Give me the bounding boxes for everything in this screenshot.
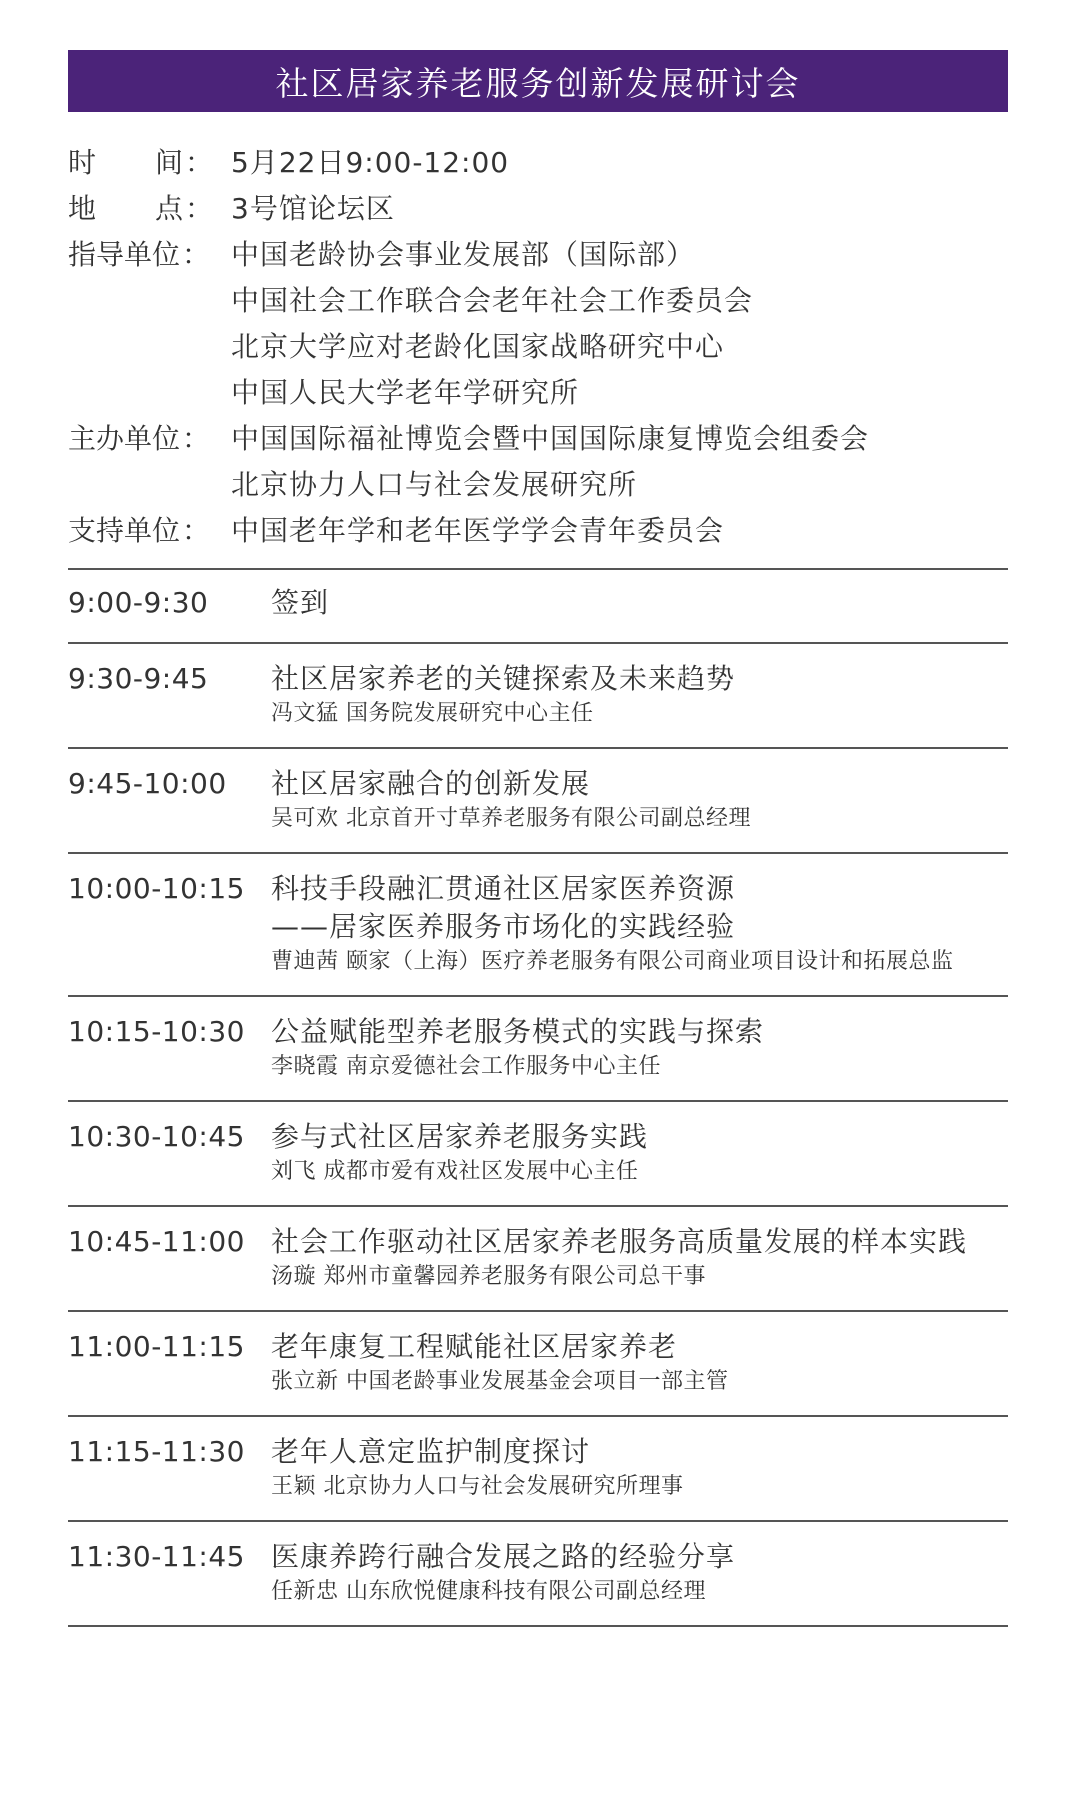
time-value: 5月22日9:00-12:00	[231, 146, 510, 179]
place-label: 地 点：	[68, 192, 213, 225]
info-row-time	[68, 140, 1008, 186]
schedule-row	[68, 1102, 1008, 1207]
slot-title: 社会工作驱动社区居家养老服务高质量发展的样本实践	[271, 1225, 968, 1258]
slot-time: 10:45-11:00	[68, 1225, 245, 1258]
slot-speaker: 曹迪茜 颐家（上海）医疗养老服务有限公司商业项目设计和拓展总监	[271, 949, 954, 974]
support-label: 支持单位：	[68, 514, 211, 547]
slot-title: 社区居家养老的关键探索及未来趋势	[271, 662, 736, 695]
event-title: 社区居家养老服务创新发展研讨会	[275, 63, 801, 103]
slot-time: 9:30-9:45	[68, 662, 209, 695]
slot-speaker: 吴可欢 北京首开寸草养老服务有限公司副总经理	[271, 806, 751, 831]
schedule-row	[68, 1207, 1008, 1312]
slot-title: 签到	[271, 586, 330, 619]
slot-speaker: 张立新 中国老龄事业发展基金会项目一部主管	[271, 1369, 729, 1394]
host-unit: 中国国际福祉博览会暨中国国际康复博览会组委会	[231, 422, 870, 455]
schedule-list	[68, 568, 1008, 1627]
slot-speaker: 任新忠 山东欣悦健康科技有限公司副总经理	[271, 1579, 706, 1604]
time-label: 时 间：	[68, 146, 213, 179]
slot-title: 参与式社区居家养老服务实践	[271, 1120, 649, 1153]
slot-title: 公益赋能型养老服务模式的实践与探索	[271, 1015, 765, 1048]
slot-speaker: 汤璇 郑州市童馨园养老服务有限公司总干事	[271, 1264, 706, 1289]
schedule-row	[68, 749, 1008, 854]
schedule-row	[68, 1312, 1008, 1417]
slot-time: 11:00-11:15	[68, 1330, 245, 1363]
slot-title: 老年人意定监护制度探讨	[271, 1435, 591, 1468]
slot-speaker: 冯文猛 国务院发展研究中心主任	[271, 701, 594, 726]
event-info	[68, 140, 1008, 554]
schedule-row	[68, 644, 1008, 749]
slot-speaker: 王颖 北京协力人口与社会发展研究所理事	[271, 1474, 684, 1499]
guide-unit: 中国老龄协会事业发展部（国际部）	[231, 238, 696, 271]
event-title-banner	[68, 50, 1008, 112]
schedule-row	[68, 1522, 1008, 1627]
schedule-row	[68, 997, 1008, 1102]
slot-title: 医康养跨行融合发展之路的经验分享	[271, 1540, 736, 1573]
slot-time: 11:30-11:45	[68, 1540, 245, 1573]
slot-time: 10:00-10:15	[68, 872, 245, 905]
guide-unit: 中国人民大学老年学研究所	[231, 376, 580, 409]
schedule-row	[68, 570, 1008, 644]
support-unit: 中国老年学和老年医学学会青年委员会	[231, 514, 725, 547]
slot-time: 10:15-10:30	[68, 1015, 245, 1048]
slot-title: 老年康复工程赋能社区居家养老	[271, 1330, 678, 1363]
guide-label: 指导单位：	[68, 238, 211, 271]
slot-subtitle: ——居家医养服务市场化的实践经验	[271, 910, 736, 943]
slot-speaker: 刘飞 成都市爱有戏社区发展中心主任	[271, 1159, 639, 1184]
slot-time: 11:15-11:30	[68, 1435, 245, 1468]
schedule-row	[68, 854, 1008, 997]
host-label: 主办单位：	[68, 422, 211, 455]
info-row-support	[68, 508, 1008, 554]
host-unit: 北京协力人口与社会发展研究所	[231, 468, 638, 501]
info-row-host	[68, 416, 1008, 508]
slot-title: 科技手段融汇贯通社区居家医养资源	[271, 872, 736, 905]
slot-time: 9:00-9:30	[68, 586, 209, 619]
info-row-guide	[68, 232, 1008, 416]
guide-unit: 北京大学应对老龄化国家战略研究中心	[231, 330, 725, 363]
slot-time: 10:30-10:45	[68, 1120, 245, 1153]
slot-title: 社区居家融合的创新发展	[271, 767, 591, 800]
guide-unit: 中国社会工作联合会老年社会工作委员会	[231, 284, 754, 317]
schedule-row	[68, 1417, 1008, 1522]
slot-speaker: 李晓霞 南京爱德社会工作服务中心主任	[271, 1054, 661, 1079]
place-value: 3号馆论坛区	[231, 192, 395, 225]
program-page	[68, 50, 1008, 1627]
slot-time: 9:45-10:00	[68, 767, 227, 800]
info-row-place	[68, 186, 1008, 232]
